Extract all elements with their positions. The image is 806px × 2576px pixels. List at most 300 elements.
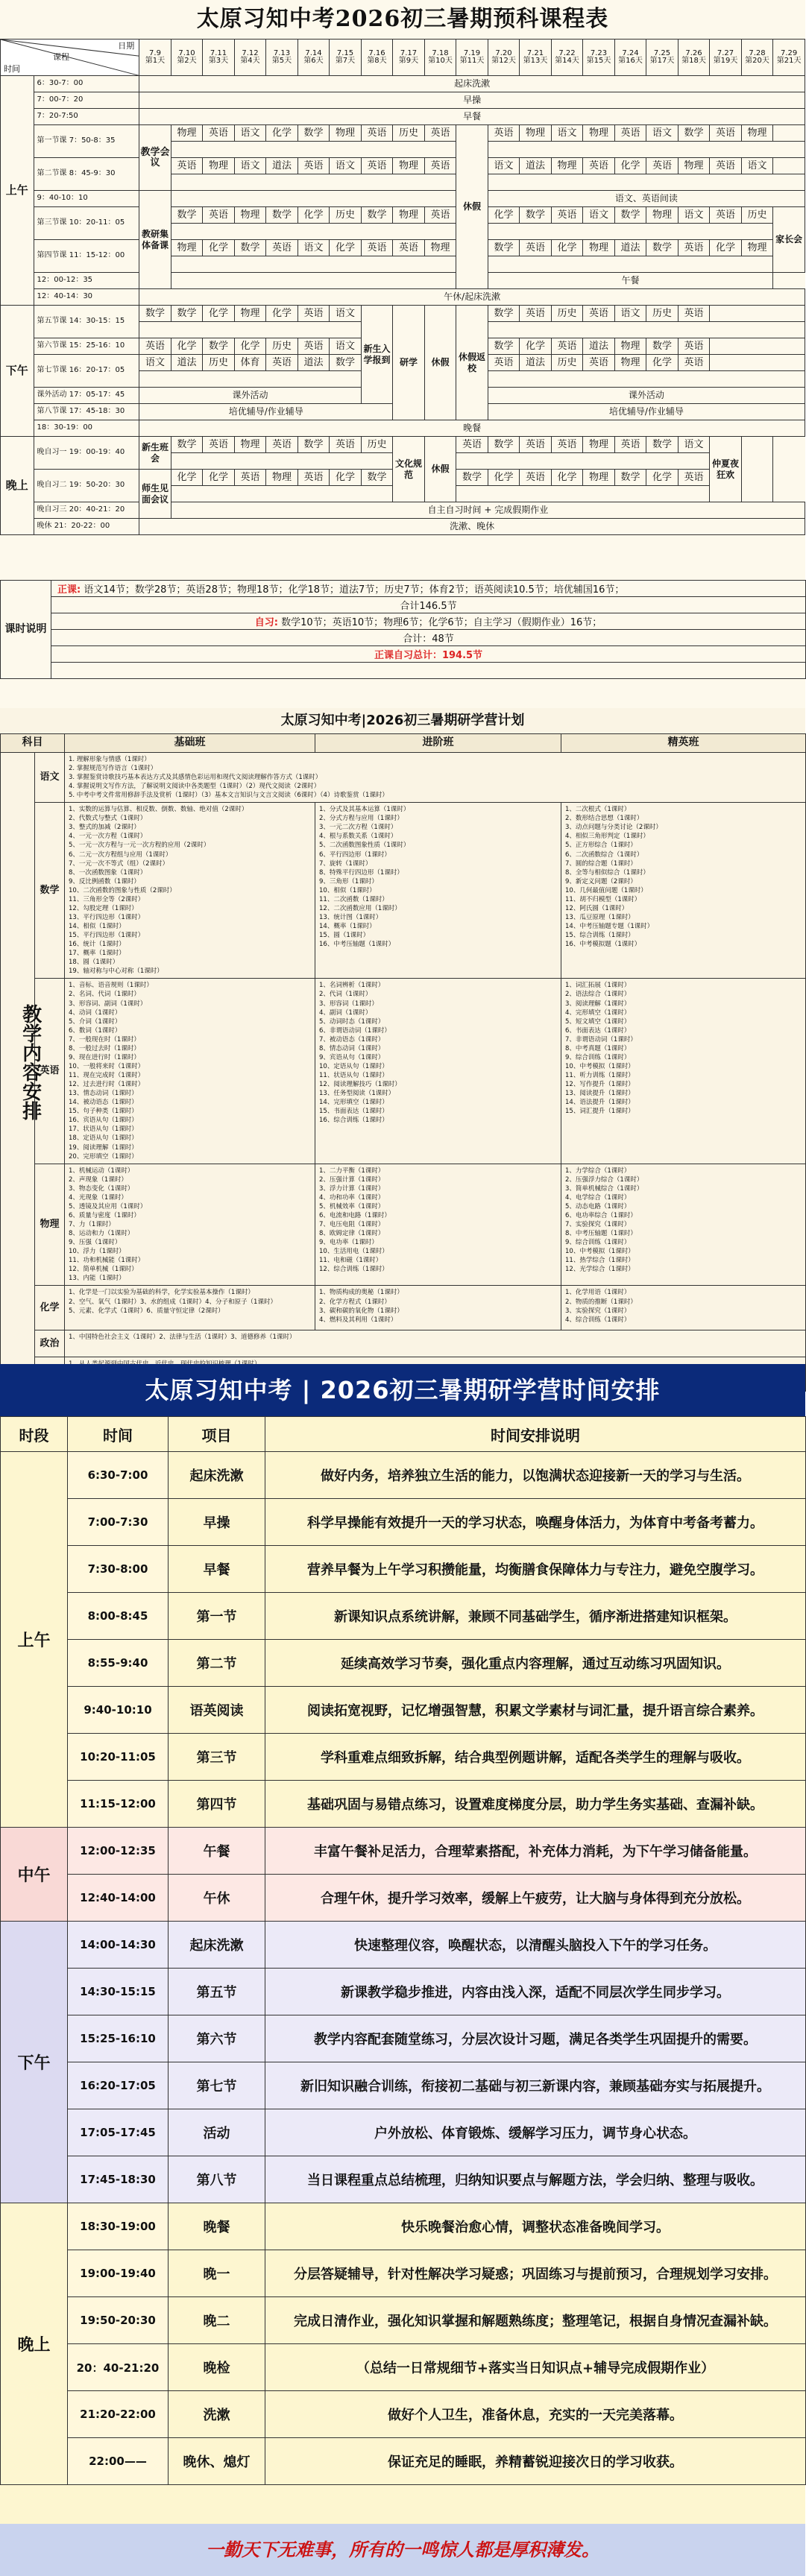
text-cell: 物理 — [234, 207, 266, 224]
plan-item: 2、代词（1课时） — [319, 991, 372, 999]
plan-item: 15、词汇提升（1课时） — [565, 1108, 635, 1116]
plan-item: 6、书面表达（1课时） — [565, 1026, 631, 1035]
timetable-row — [1, 1593, 806, 1640]
time-cell: 14:30-15:15 — [68, 1969, 169, 2015]
text-cell: 第20天 — [745, 57, 769, 65]
plan-item: 5、机械效率（1课时） — [319, 1202, 385, 1210]
plan-item: 1、词汇拓展（1课时） — [565, 982, 631, 990]
text-cell: 第二节课 8：45-9：30 — [34, 158, 139, 191]
text-cell: 化学 — [551, 470, 583, 486]
text-cell: 7.23 — [590, 48, 608, 57]
desc-cell: 完成日清作业，强化知识掌握和解题熟练度；整理笔记，根据自身情况查漏补缺。 — [265, 2297, 806, 2344]
text-cell: 语文 — [646, 125, 679, 142]
plan-item: 14、语法提升（1课时） — [565, 1099, 635, 1107]
plan-item: 7、实验探究（1课时） — [565, 1221, 631, 1228]
text-cell: 历史 — [330, 207, 362, 224]
plan-item: 4、功和功率（1课时） — [319, 1193, 385, 1202]
timetable-row — [1, 1734, 806, 1781]
plan-item: 10、二次函数的图象与性质（2课时） — [69, 886, 176, 894]
text-cell: 英语 — [678, 470, 710, 486]
text-cell: 第13天 — [523, 57, 548, 65]
plan-item: 3、一元二次方程（1课时） — [319, 824, 397, 832]
text-cell: 物理 — [614, 338, 646, 355]
row-p1-a — [1, 125, 805, 142]
plan-item: 1、分式及其基本运算（1课时） — [319, 806, 410, 814]
text-cell: 数学 — [614, 207, 646, 224]
plan-item: 1、力学综合（1课时） — [565, 1167, 631, 1175]
date-cell — [171, 40, 203, 76]
text-cell: 第四节课 11：15-12：00 — [34, 240, 139, 273]
desc-cell: （总结一日常规细节+落实当日知识点+辅导完成假期作业） — [265, 2344, 806, 2391]
desc-cell: 快乐晚餐治愈心情，调整状态准备晚间学习。 — [265, 2203, 806, 2250]
plan-item: 6、电流和电路（1课时） — [319, 1211, 391, 1219]
timetable-rows — [1, 1452, 806, 2485]
text-cell: 第12天 — [491, 57, 516, 65]
text-cell: 英语 — [266, 355, 298, 371]
text-cell: 5. 中考中考文件常用修辞手法及赏析（1课时）（3）基本文言知识与文言文阅读（6课时）（4）诗歌鉴赏（1课时） — [69, 792, 388, 800]
plan-item: 6、二元一次方程组与应用（1课时） — [69, 850, 172, 859]
text-cell: 英语 — [203, 125, 235, 142]
text-cell: 第14天 — [555, 57, 579, 65]
time-cell: 14:00-14:30 — [68, 1922, 169, 1969]
time-cell: 20：40-21:20 — [68, 2344, 169, 2391]
text-cell: 化学 — [646, 470, 679, 486]
text-cell: 第7天 — [335, 57, 356, 65]
date-cell — [551, 40, 583, 76]
text-cell: 基础班 — [65, 734, 315, 753]
schedule-title: 太原习知中考2026初三暑期预科课程表 — [196, 6, 609, 32]
item-cell: 第六节 — [169, 2015, 265, 2062]
text-cell: 第21天 — [776, 57, 802, 65]
row-lunch — [1, 273, 805, 289]
text-cell: 物理 — [551, 158, 583, 174]
schedule-table — [0, 39, 805, 535]
plan-item: 14、中考压轴题专题（1课时） — [565, 923, 654, 930]
text-cell: 英语 — [361, 125, 393, 142]
plan-item: 12、写作提升（1课时） — [565, 1081, 635, 1089]
math-elite-cell — [561, 803, 806, 979]
plan-item: 4、一元一次方程（1课时） — [69, 833, 147, 841]
date-cell — [583, 40, 615, 76]
text-cell: 历史 — [361, 437, 393, 453]
text-cell: 英语 — [171, 158, 203, 174]
text-cell: 第三节课 10：20-11：05 — [34, 207, 139, 240]
text-cell: 培优辅导/作业辅导 — [139, 404, 393, 420]
timetable-row — [1, 2250, 806, 2297]
text-cell: 化学 — [520, 338, 552, 355]
text-cell: 物理 — [741, 125, 773, 142]
timetable-row — [1, 2297, 806, 2344]
segment-am: 上午 — [1, 76, 34, 306]
text-cell: 历史 — [551, 355, 583, 371]
text-cell: 12：40-14：30 — [34, 289, 139, 306]
text-cell: 历史 — [203, 355, 235, 371]
plan-item: 1、二次根式（1课时） — [565, 806, 631, 814]
row-p4 — [1, 240, 805, 256]
text-cell: 道法 — [583, 338, 615, 355]
date-cell — [678, 40, 710, 76]
text-cell: 英语 — [234, 470, 266, 486]
plan-item: 4、燃料及其利用（1课时） — [319, 1316, 397, 1324]
text-cell: 英语 — [678, 240, 710, 256]
plan-item: 1、二力平衡（1课时） — [319, 1167, 385, 1175]
time-cell: 8:00-8:45 — [68, 1593, 169, 1640]
text-cell: 时段 — [1, 1417, 68, 1452]
text-cell: 化学 — [35, 1286, 65, 1330]
plan-item: 7、旋转（1课时） — [319, 859, 372, 868]
text-cell: 英语 — [710, 125, 742, 142]
plan-item: 11、现在完成时（1课时） — [69, 1072, 145, 1079]
text-cell: 英语 — [551, 338, 583, 355]
text-cell: 化学 — [488, 207, 520, 224]
text-cell: 英语 — [203, 437, 235, 453]
text-cell: 数学 — [488, 306, 520, 322]
plan-item: 12、阿氏圆（1课时） — [565, 904, 629, 912]
header-time-label: 时间 — [4, 64, 20, 75]
text-cell: 语文 — [234, 158, 266, 174]
plan-item: 11、功和机械能（1课时） — [69, 1257, 145, 1265]
date-header-row — [1, 40, 805, 76]
text-cell: 语文 — [551, 125, 583, 142]
timetable-row — [1, 1828, 806, 1875]
plan-item: 1、机械运动（1课时） — [69, 1167, 134, 1175]
plan-item: 4、综合训练（1课时） — [565, 1316, 631, 1324]
english-elite-cell — [561, 979, 806, 1164]
text-cell: 物理 — [266, 470, 298, 486]
text-cell: 语文14节；数学28节；英语28节；物理18节；化学18节；道法7节；历史7节；体育2节；语英阅读10.5节；培优辅国16节； — [84, 584, 625, 596]
text-cell: 7.15 — [336, 48, 354, 57]
plan-item: 12、光学综合（1课时） — [565, 1266, 635, 1274]
text-cell: 英语 — [488, 125, 520, 142]
text-cell: 化学 — [330, 240, 362, 256]
text-cell: 第八节课 17：45-18：30 — [34, 404, 139, 420]
plan-item: 4、光现象（1课时） — [69, 1193, 127, 1202]
plan-item: 8、一般过去时（1课时） — [69, 1044, 140, 1052]
item-cell: 晚一 — [169, 2250, 265, 2297]
text-cell: 物理 — [35, 1164, 65, 1286]
text-cell: 3. 掌握鉴赏诗歌技巧基本表达方式及其感情色彩运用和现代文阅读理解作答方式（1课时） — [69, 774, 322, 781]
plan-item: 9、新定义问题（2课时） — [565, 877, 637, 886]
plan-item: 3、阅读理解（1课时） — [565, 1000, 631, 1008]
item-cell: 起床洗漱 — [169, 1922, 265, 1969]
plan-item: 11、热学综合（1课时） — [565, 1257, 635, 1265]
date-cell — [614, 40, 646, 76]
timetable-table — [0, 1416, 806, 2485]
text-cell: 英语 — [297, 470, 330, 486]
time-cell: 7:00-7:30 — [68, 1499, 169, 1546]
text-cell: 化学 — [203, 470, 235, 486]
text-cell: 7.9 — [149, 48, 161, 57]
plan-item: 2、代数式与整式（1课时） — [69, 815, 147, 823]
text-cell: 数学 — [139, 306, 171, 322]
plan-item: 8、运动和力（1课时） — [69, 1230, 134, 1238]
plan-item: 7、被动语态（1课时） — [319, 1035, 385, 1044]
text-cell: 7.10 — [178, 48, 195, 57]
text-cell: 第五节课 14：30-15：15 — [34, 306, 139, 338]
text-cell: 培优辅导/作业辅导 — [488, 404, 805, 420]
plan-item: 19、轴对称与中心对称（1课时） — [69, 967, 163, 976]
text-cell: 化学 — [710, 240, 742, 256]
text-cell: 英语 — [266, 437, 298, 453]
timetable-row — [1, 2203, 806, 2250]
rest-block-1: 休假 — [456, 125, 488, 289]
timetable-row — [1, 2156, 806, 2203]
teacher-student-meeting: 师生见面会议 — [139, 470, 171, 519]
desc-cell: 合理午休，提升学习效率，缓解上午疲劳，让大脑与身体得到充分放松。 — [265, 1875, 806, 1922]
class-hours-note — [0, 580, 806, 679]
plan-item: 8、中考真题（1课时） — [565, 1044, 631, 1052]
plan-item: 2、空气、氧气（1课时）3、水的组成（1课时）4、分子和原子（1课时） — [69, 1298, 277, 1306]
text-cell: 化学 — [171, 470, 203, 486]
study-plan-section — [0, 708, 805, 1364]
text-cell: 数学 — [646, 240, 679, 256]
segment-eve: 晚上 — [1, 437, 34, 535]
plan-item: 15、句子种类（1课时） — [69, 1108, 138, 1116]
class-hours-label: 课时说明 — [1, 581, 51, 679]
timetable-section — [0, 1364, 805, 2576]
text-cell: 晚自习一 19：00-19：40 — [34, 437, 139, 470]
plan-item: 20、完形填空（1课时） — [69, 1152, 138, 1161]
text-cell: 道法 — [171, 355, 203, 371]
text-cell: 教学内容安排 — [19, 1003, 42, 1120]
date-cell — [741, 40, 773, 76]
text-cell: 历史 — [551, 306, 583, 322]
rest-block-2: 休假 — [424, 306, 456, 420]
text-cell: 午餐 — [488, 273, 773, 289]
text-cell: 化学 — [266, 125, 298, 142]
text-cell: 7.18 — [432, 48, 449, 57]
plan-item: 12、二次函数应用（1课时） — [319, 904, 401, 912]
plan-item: 1、音标、语音规则（1课时） — [69, 982, 153, 990]
text-cell: 晚自习三 20：40-21：20 — [34, 502, 139, 519]
text-cell: 精英班 — [561, 734, 806, 753]
plan-item: 3、浮力计算（1课时） — [319, 1184, 385, 1193]
new-student-class-meeting: 新生班会 — [139, 437, 171, 470]
text-cell: 物理 — [646, 207, 679, 224]
text-cell: 7.11 — [210, 48, 227, 57]
text-cell: 化学 — [330, 470, 362, 486]
item-cell: 早餐 — [169, 1546, 265, 1593]
plan-row-chinese — [1, 752, 806, 802]
period-label: 晚上 — [1, 2203, 68, 2485]
plan-item: 5、动词时态（1课时） — [319, 1017, 385, 1026]
plan-item: 16、中考模拟题（1课时） — [565, 941, 641, 949]
plan-item: 2、化学方程式（1课时） — [319, 1298, 391, 1306]
date-cell — [203, 40, 235, 76]
text-cell: 化学 — [266, 306, 298, 322]
text-cell: 数学 — [171, 207, 203, 224]
date-cell — [139, 40, 171, 76]
item-cell: 早操 — [169, 1499, 265, 1546]
text-cell: 数学 — [266, 207, 298, 224]
plan-item: 1、实数的运算与估算、相反数、倒数、数轴、绝对值（2课时） — [69, 806, 248, 814]
date-cell — [266, 40, 298, 76]
date-cell — [456, 40, 488, 76]
plan-item: 3、碳和碳的氧化物（1课时） — [319, 1307, 403, 1315]
text-cell: 英语 — [551, 207, 583, 224]
time-cell: 17:05-17:45 — [68, 2109, 169, 2156]
plan-item: 10、定语从句（1课时） — [319, 1062, 388, 1070]
text-cell: 7.16 — [368, 48, 385, 57]
text-cell: 合计：48节 — [51, 630, 806, 646]
item-cell: 晚餐 — [169, 2203, 265, 2250]
row-e1: 晚上 晚自习一 19：00-19：40 新生班会 数学 英语 物理 英语 数学 英语 历史 文化规范 休假 英语 数学 英语 英语 物理 英语 数学 语文 仲夏夜狂欢 — [1, 437, 805, 453]
text-cell: 英语 — [297, 158, 330, 174]
plan-item: 9、电功率（1课时） — [319, 1239, 378, 1247]
date-cell — [330, 40, 362, 76]
text-cell: 6：30-7：00 — [34, 76, 139, 92]
text-cell: 晚餐 — [139, 420, 805, 437]
text-cell: 语文 — [234, 125, 266, 142]
plan-item: 4、电学综合（1课时） — [565, 1193, 631, 1202]
text-cell: 物理 — [583, 240, 615, 256]
text-cell: 第17天 — [649, 57, 675, 65]
text-cell: 数学 — [646, 437, 679, 453]
plan-item: 1、化学用语（1课时） — [565, 1289, 631, 1297]
text-cell: 数学 — [646, 338, 679, 355]
text-cell: 历史 — [646, 306, 679, 322]
text-cell: 化学 — [488, 470, 520, 486]
timetable-row — [1, 1969, 806, 2015]
desc-cell: 科学早操能有效提升一天的学习状态，唤醒身体活力，为体育中考备考蓄力。 — [265, 1499, 806, 1546]
text-cell: 英语 — [361, 158, 393, 174]
plan-item: 2、名词、代词（1课时） — [69, 991, 140, 999]
text-cell: 第8天 — [367, 57, 387, 65]
plan-item: 1、名词辨析（1课时） — [319, 982, 385, 990]
text-cell: 7.13 — [273, 48, 291, 57]
plan-item: 2、语法综合（1课时） — [565, 991, 631, 999]
text-cell: 早操 — [139, 92, 805, 109]
text-cell: 18：30-19：00 — [34, 420, 139, 437]
time-cell: 6:30-7:00 — [68, 1452, 169, 1499]
text-cell: 英语 — [330, 437, 362, 453]
text-cell: 历史 — [741, 207, 773, 224]
text-cell: 历史 — [266, 338, 298, 355]
text-cell: 第16天 — [618, 57, 643, 65]
text-cell: 英语 — [710, 207, 742, 224]
text-cell: 第5天 — [271, 57, 292, 65]
text-cell: 7.21 — [526, 48, 544, 57]
plan-item: 10、相似（1课时） — [319, 886, 376, 894]
english-basic-cell — [65, 979, 315, 1164]
plan-item: 13、阅读提升（1课时） — [565, 1090, 635, 1098]
item-cell: 第五节 — [169, 1969, 265, 2015]
plan-item: 10、中考模拟（1课时） — [565, 1062, 635, 1070]
study-plan-title: 太原习知中考|2026初三暑期研学营计划 — [280, 713, 525, 728]
text-cell: 道法 — [297, 355, 330, 371]
plan-item: 10、生活用电（1课时） — [319, 1248, 388, 1256]
text-cell: 数学 — [520, 207, 552, 224]
text-cell: 物理 — [393, 158, 425, 174]
desc-cell: 延续高效学习节奏，强化重点内容理解，通过互动练习巩固知识。 — [265, 1640, 806, 1687]
text-cell: 7.14 — [305, 48, 322, 57]
plan-item: 3、物态变化（1课时） — [69, 1184, 134, 1193]
physics-adv-cell — [315, 1164, 561, 1286]
item-cell: 第二节 — [169, 1640, 265, 1687]
item-cell: 活动 — [169, 2109, 265, 2156]
new-student-checkin: 新生入学报到 — [361, 306, 393, 404]
date-cell — [646, 40, 679, 76]
plan-item: 4、动词（1课时） — [69, 1008, 122, 1017]
desc-cell: 营养早餐为上午学习积攒能量，均衡膳食保障体力与专注力，避免空腹学习。 — [265, 1546, 806, 1593]
merged-wake: 起床洗漱 — [139, 76, 805, 92]
text-cell: 英语 — [488, 355, 520, 371]
date-cell — [424, 40, 456, 76]
plan-row-math — [1, 803, 806, 979]
plan-item: 2、压强浮力综合（1课时） — [565, 1175, 643, 1184]
plan-item: 3、实验探究（1课时） — [565, 1307, 631, 1315]
plan-item: 18、定语从句（1课时） — [69, 1134, 138, 1143]
item-cell: 起床洗漱 — [169, 1452, 265, 1499]
text-cell: 英语 — [266, 240, 298, 256]
plan-item: 7、力（1课时） — [69, 1221, 115, 1228]
text-cell: 化学 — [203, 306, 235, 322]
text-cell: 语文 — [678, 207, 710, 224]
desc-cell: 当日课程重点总结梳理，归纳知识要点与解题方法，学会归纳、整理与吸收。 — [265, 2156, 806, 2203]
text-cell: 英语 — [361, 240, 393, 256]
text-cell: 课外活动 — [139, 388, 362, 404]
english-adv-cell — [315, 979, 561, 1164]
timetable-row — [1, 1640, 806, 1687]
timetable-row — [1, 1499, 806, 1546]
text-cell: 英语 — [456, 437, 488, 453]
plan-item: 6、非谓语动词（1课时） — [319, 1026, 391, 1035]
text-cell: 物理 — [424, 240, 456, 256]
timetable-row — [1, 2015, 806, 2062]
row-p2 — [1, 158, 805, 174]
plan-item: 2、声现象（1课时） — [69, 1175, 127, 1184]
text-cell: 7.17 — [400, 48, 418, 57]
text-cell: 第4天 — [240, 57, 260, 65]
timetable-row — [1, 2391, 806, 2438]
text-cell: 第3天 — [208, 57, 229, 65]
text-cell: 物理 — [614, 355, 646, 371]
text-cell: 数学 — [203, 338, 235, 355]
item-cell: 第四节 — [169, 1781, 265, 1828]
text-cell: 7：00-7：20 — [34, 92, 139, 109]
time-cell: 16:20-17:05 — [68, 2062, 169, 2109]
text-cell: 英语 — [710, 158, 742, 174]
item-cell: 语英阅读 — [169, 1687, 265, 1734]
text-cell: 物理 — [520, 125, 552, 142]
text-cell: 英语 — [678, 355, 710, 371]
text-cell: 科目 — [1, 734, 65, 753]
row-nap — [1, 289, 805, 306]
desc-cell: 快速整理仪容，唤醒状态，以清醒头脑投入下午的学习任务。 — [265, 1922, 806, 1969]
text-cell: 英语 — [203, 207, 235, 224]
text-cell: 英语 — [583, 306, 615, 322]
plan-item: 12、综合训练（1课时） — [319, 1266, 388, 1274]
text-cell: 7.22 — [558, 48, 576, 57]
text-cell: 语文 — [741, 158, 773, 174]
text-cell: 7.29 — [780, 48, 798, 57]
plan-item: 7、一元一次不等式（组）（2课时） — [69, 859, 169, 868]
text-cell: 英语 — [583, 158, 615, 174]
date-cell — [488, 40, 520, 76]
text-cell: 7.26 — [685, 48, 702, 57]
plan-item: 13、情态动词（1课时） — [69, 1090, 138, 1098]
text-cell: 物理 — [171, 125, 203, 142]
text-cell: 英语 — [393, 240, 425, 256]
desc-cell: 新课教学稳步推进，内容由浅入深，适配不同层次学生同步学习。 — [265, 1969, 806, 2015]
text-cell: 英语 — [646, 158, 679, 174]
text-cell: 道法 — [614, 240, 646, 256]
text-cell: 数学 — [456, 470, 488, 486]
plan-item: 3、简单机械综合（1课时） — [565, 1184, 643, 1193]
time-cell: 12:00-12:35 — [68, 1828, 169, 1875]
plan-item: 11、电和磁（1课时） — [319, 1257, 382, 1265]
text-cell: 自习: — [254, 617, 278, 628]
